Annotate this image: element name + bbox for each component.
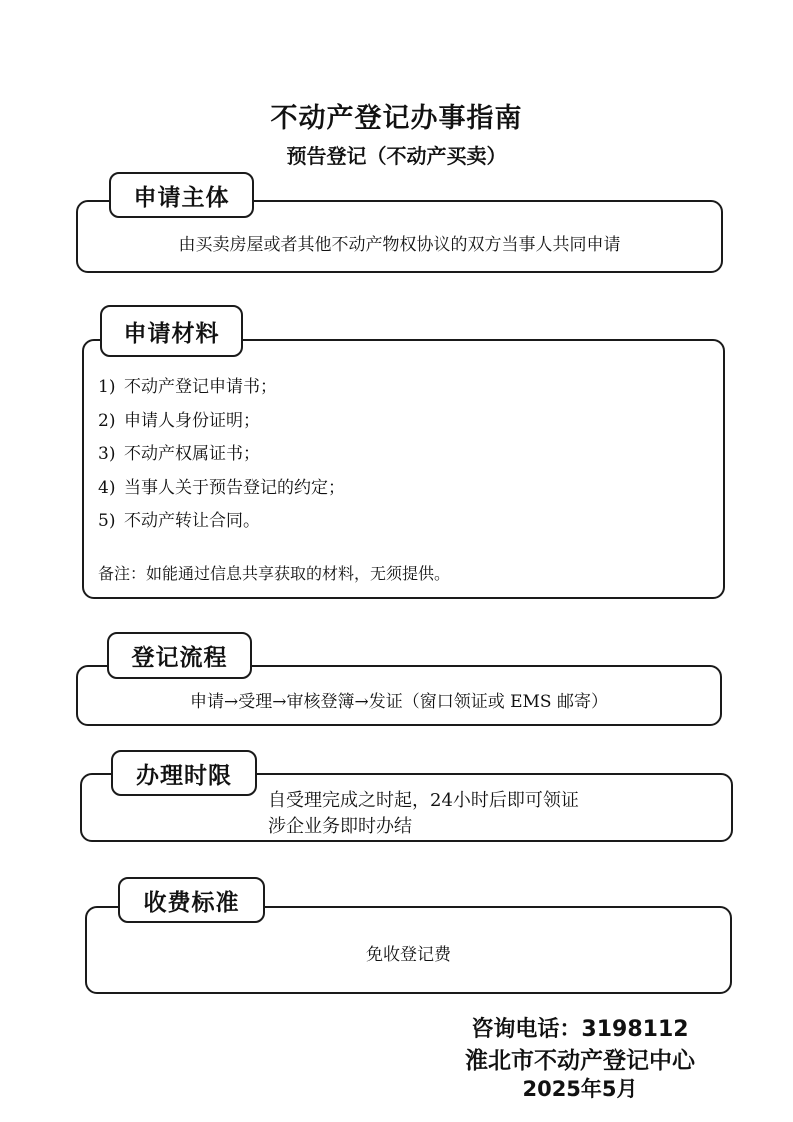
materials-label: 申请材料 — [100, 305, 243, 357]
page-title: 不动产登记办事指南 — [270, 103, 523, 134]
materials-list — [98, 374, 345, 542]
item-number: 1) — [98, 377, 116, 397]
fee-text: 免收登记费 — [366, 945, 451, 965]
time-limit-label: 办理时限 — [111, 750, 257, 796]
item-text: 申请人身份证明； — [124, 410, 260, 431]
process-text: 申请→受理→审核登簿→发证（窗口领证或 EMS 邮寄） — [189, 692, 608, 712]
page-subtitle: 预告登记（不动产买卖） — [286, 144, 507, 168]
process-label: 登记流程 — [107, 632, 252, 679]
issue-date: 2025年5月 — [522, 1077, 638, 1101]
time-limit-line2: 涉企业务即时办结 — [268, 816, 412, 837]
item-number: 5) — [98, 511, 116, 531]
contact-phone: 咨询电话：3198112 — [471, 1017, 689, 1042]
item-text: 不动产权属证书； — [124, 444, 260, 464]
list-item — [98, 508, 345, 542]
item-text: 不动产转让合同。 — [124, 511, 260, 531]
item-number: 4) — [98, 477, 116, 498]
item-text: 当事人关于预告登记的约定； — [124, 477, 345, 498]
list-item — [98, 408, 345, 442]
list-item — [98, 475, 345, 509]
list-item — [98, 441, 345, 475]
applicant-label: 申请主体 — [109, 172, 254, 218]
applicant-text: 由买卖房屋或者其他不动产物权协议的双方当事人共同申请 — [178, 235, 621, 255]
materials-note: 备注：如能通过信息共享获取的材料，无须提供。 — [98, 564, 451, 583]
list-item — [98, 374, 345, 408]
fee-label: 收费标准 — [118, 877, 265, 923]
item-number: 3) — [98, 444, 116, 464]
item-text: 不动产登记申请书； — [124, 377, 277, 397]
item-number: 2) — [98, 410, 116, 431]
time-limit-line1: 自受理完成之时起，24小时后即可领证 — [268, 790, 579, 811]
organization-name: 淮北市不动产登记中心 — [465, 1048, 695, 1074]
